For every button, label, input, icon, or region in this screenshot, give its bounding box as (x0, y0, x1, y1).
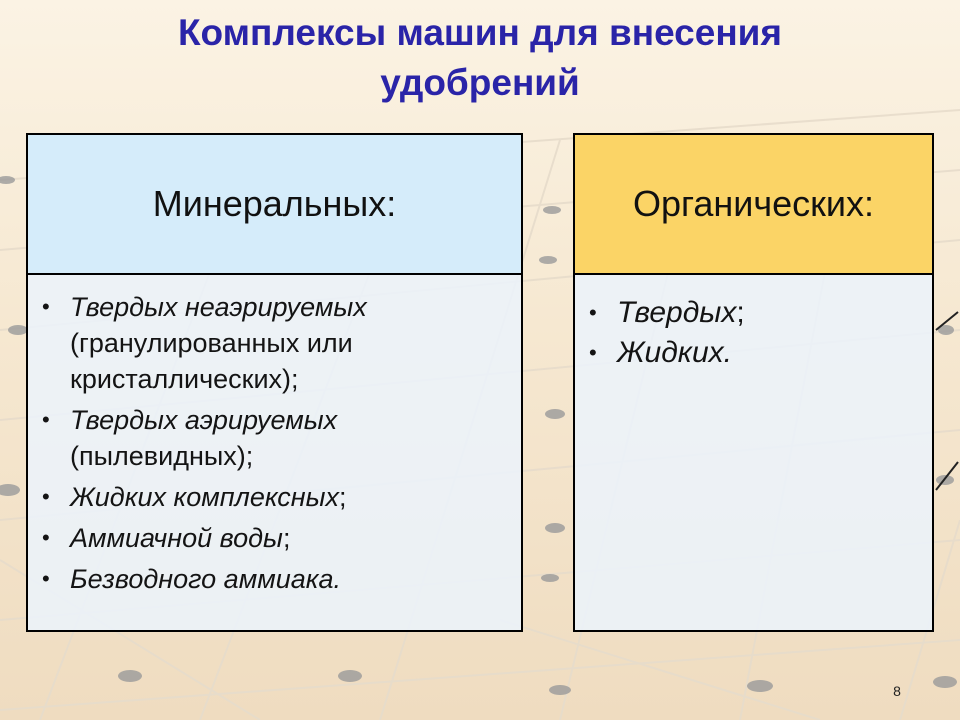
bullet-icon: • (42, 525, 50, 550)
mineral-list-box (26, 273, 523, 632)
organic-fertilizers-column (573, 133, 934, 632)
list-item (42, 289, 511, 397)
item-note-text: (гранулированных или кристаллических); (70, 328, 353, 394)
list-item (42, 402, 511, 474)
bullet-icon: • (42, 407, 50, 432)
item-italic-text: Жидких комплексных (70, 482, 340, 512)
item-italic-text: Твердых аэрируемых (70, 405, 338, 435)
organic-list (589, 293, 922, 373)
bullet-icon: • (42, 566, 50, 591)
bullet-icon: • (42, 294, 50, 319)
bullet-icon: • (42, 484, 50, 509)
list-item (589, 333, 922, 373)
bullet-icon: • (589, 300, 597, 325)
list-item (589, 293, 922, 333)
bullet-icon: • (589, 340, 597, 365)
mineral-list (42, 289, 511, 602)
organic-list-box (573, 273, 934, 632)
item-note-text: ; (282, 523, 291, 553)
slide-title: Комплексы машин для внесения удобрений (177, 12, 783, 103)
item-note-text: (пылевидных); (70, 441, 254, 471)
item-note-text: ; (339, 482, 347, 512)
list-item (42, 561, 511, 597)
item-italic-text: Безводного аммиака. (70, 564, 342, 594)
list-item (42, 520, 511, 556)
organic-header: Органических: (573, 133, 934, 275)
page-number: 8 (893, 683, 901, 699)
list-item (42, 479, 511, 515)
item-italic-text: Аммиачной воды (70, 523, 283, 553)
item-italic-text: Жидких. (617, 336, 732, 369)
mineral-header: Минеральных: (26, 133, 523, 275)
item-italic-text: Твердых неаэрируемых (70, 292, 367, 322)
item-italic-text: Твердых (617, 296, 737, 329)
mineral-fertilizers-column (26, 133, 523, 632)
item-note-text: ; (736, 296, 745, 329)
